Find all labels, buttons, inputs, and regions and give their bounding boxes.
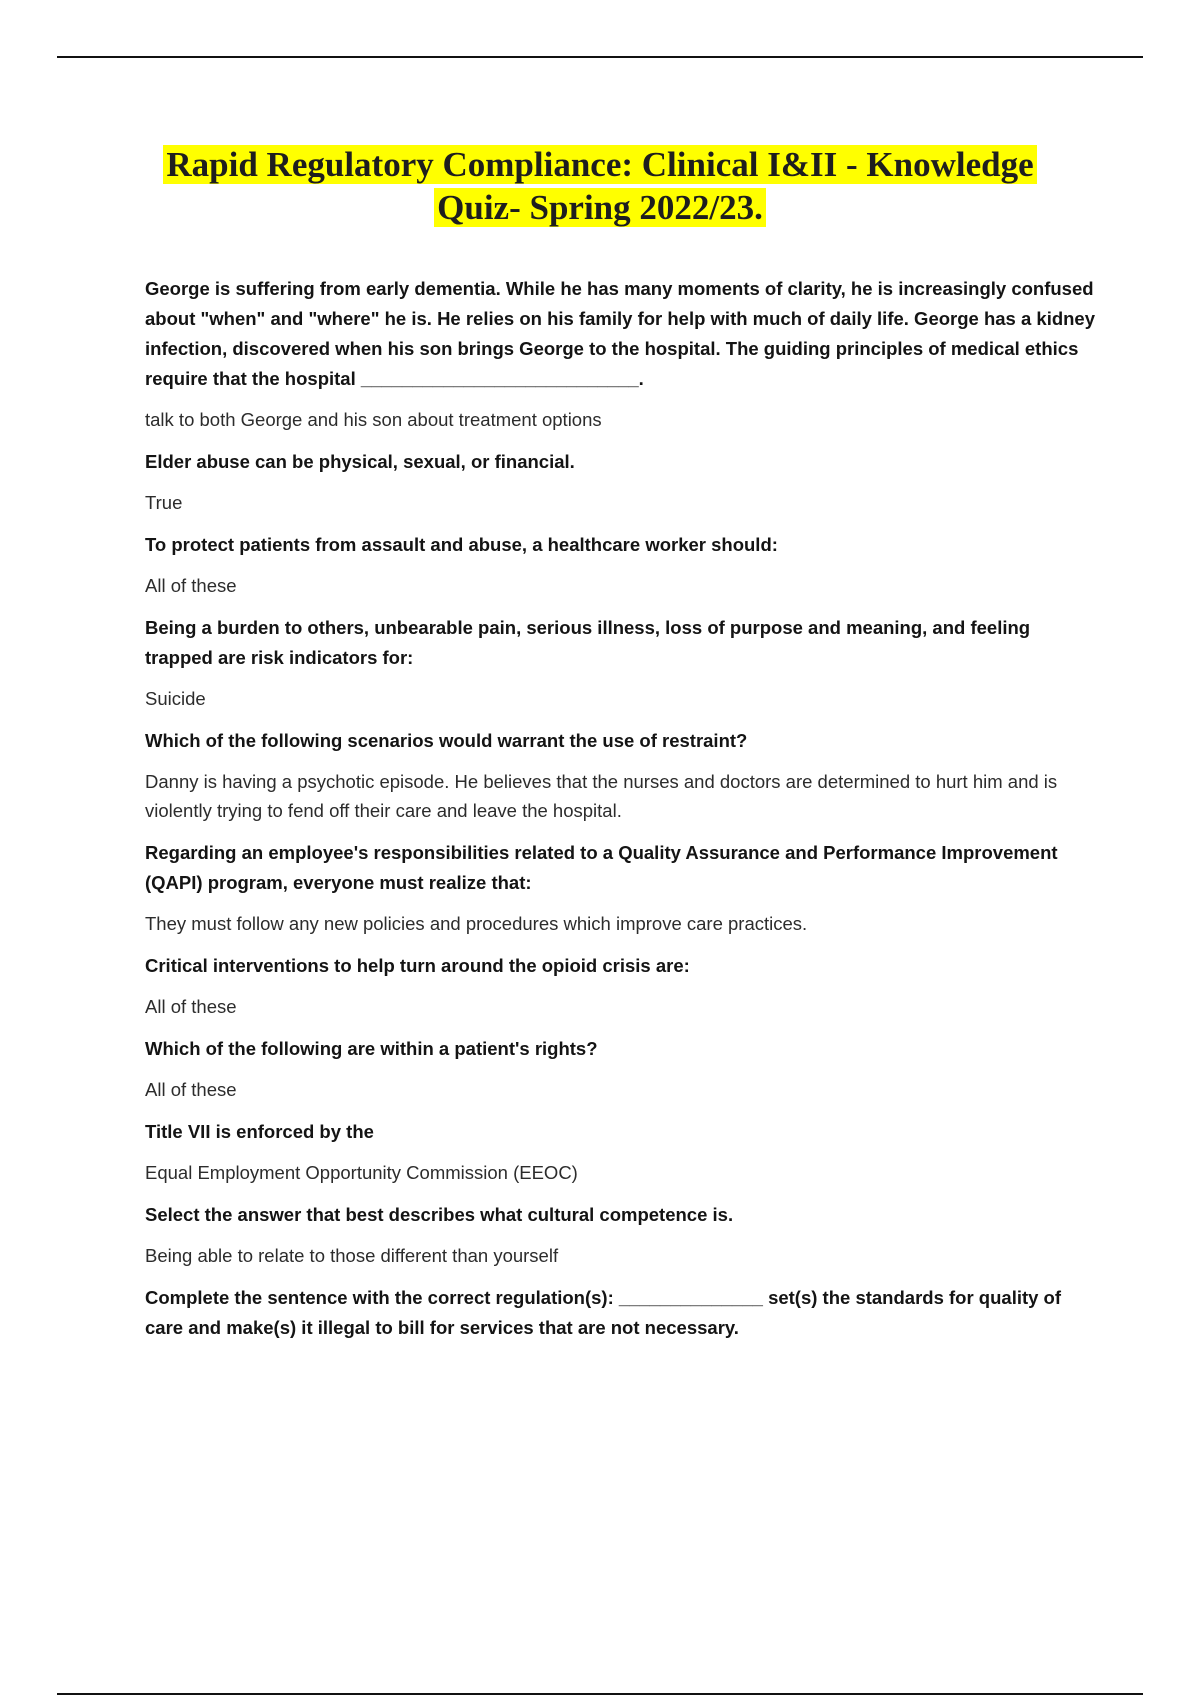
qa-item-6 bbox=[145, 838, 1095, 938]
question-text: Elder abuse can be physical, sexual, or financial. bbox=[145, 451, 575, 472]
question-text: Title VII is enforced by the bbox=[145, 1121, 374, 1142]
title-line-2: Quiz- Spring 2022/23. bbox=[434, 188, 766, 227]
question-text: Critical interventions to help turn around the opioid crisis are: bbox=[145, 955, 690, 976]
qa-item-9 bbox=[145, 1117, 1095, 1187]
question-text: George is suffering from early dementia. While he has many moments of clarity, he is increasingly confused about "when" and "where" he is. He relies on his family for help with much of daily life. George has a kidney infection, discovered when his son brings George to the hospital. The guiding principles of medical ethics require that the hospital ___________________________. bbox=[145, 278, 1096, 389]
answer-text: Danny is having a psychotic episode. He believes that the nurses and doctors are determined to hurt him and is violently trying to fend off their care and leave the hospital. bbox=[145, 771, 1058, 821]
qa-item-5 bbox=[145, 726, 1095, 825]
qa-item-1 bbox=[145, 274, 1095, 434]
answer-text: Being able to relate to those different than yourself bbox=[145, 1245, 559, 1266]
qa-item-2 bbox=[145, 447, 1095, 517]
document-title bbox=[100, 143, 1100, 229]
qa-item-4 bbox=[145, 613, 1095, 713]
quiz-content bbox=[145, 274, 1095, 1354]
qa-item-3 bbox=[145, 530, 1095, 600]
answer-text: Suicide bbox=[145, 688, 206, 709]
answer-text: They must follow any new policies and procedures which improve care practices. bbox=[145, 913, 808, 934]
question-text: Regarding an employee's responsibilities related to a Quality Assurance and Performance Improvement (QAPI) program, everyone must realize that: bbox=[145, 842, 1058, 893]
qa-item-7 bbox=[145, 951, 1095, 1021]
bottom-rule bbox=[57, 1693, 1143, 1695]
title-line-1: Rapid Regulatory Compliance: Clinical I&II - Knowledge bbox=[163, 145, 1036, 184]
qa-item-10 bbox=[145, 1200, 1095, 1270]
answer-text: All of these bbox=[145, 1079, 237, 1100]
top-rule bbox=[57, 56, 1143, 58]
question-text: Select the answer that best describes what cultural competence is. bbox=[145, 1204, 734, 1225]
question-text: Complete the sentence with the correct regulation(s): ______________ set(s) the standards for quality of care and make(s) it illegal to bill for services that are not necessary. bbox=[145, 1287, 1062, 1338]
question-text: Which of the following scenarios would warrant the use of restraint? bbox=[145, 730, 748, 751]
answer-text: All of these bbox=[145, 996, 237, 1017]
answer-text: All of these bbox=[145, 575, 237, 596]
answer-text: Equal Employment Opportunity Commission (EEOC) bbox=[145, 1162, 578, 1183]
question-text: Which of the following are within a patient's rights? bbox=[145, 1038, 598, 1059]
question-text: Being a burden to others, unbearable pain, serious illness, loss of purpose and meaning, and feeling trapped are risk indicators for: bbox=[145, 617, 1031, 668]
answer-text: True bbox=[145, 492, 183, 513]
qa-item-11 bbox=[145, 1283, 1095, 1343]
qa-item-8 bbox=[145, 1034, 1095, 1104]
question-text: To protect patients from assault and abuse, a healthcare worker should: bbox=[145, 534, 778, 555]
answer-text: talk to both George and his son about treatment options bbox=[145, 409, 602, 430]
